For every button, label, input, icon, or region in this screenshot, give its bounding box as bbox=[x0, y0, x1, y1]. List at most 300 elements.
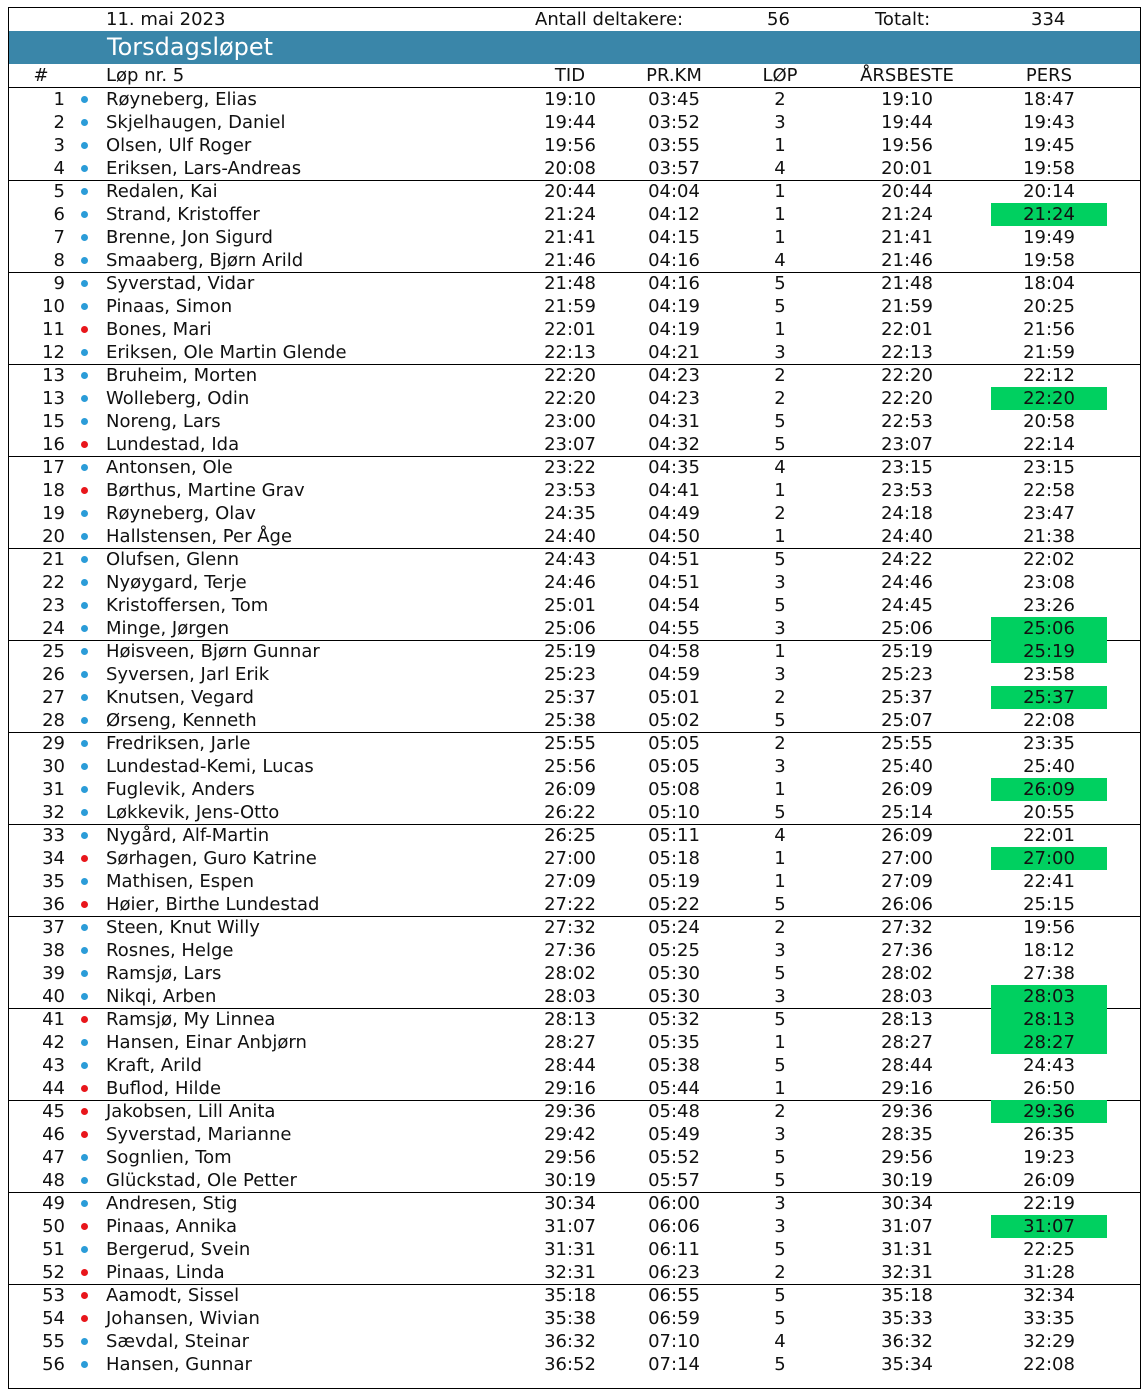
table-row bbox=[9, 479, 1140, 502]
male-dot-icon bbox=[81, 1338, 88, 1345]
table-row bbox=[9, 525, 1140, 548]
runner-name: Olsen, Ulf Roger bbox=[106, 135, 252, 156]
female-dot-icon bbox=[81, 1085, 88, 1092]
table-row bbox=[9, 180, 1140, 203]
pace-cell: 04:23 bbox=[648, 365, 700, 386]
table-row bbox=[9, 870, 1140, 893]
season-best-cell: 31:07 bbox=[881, 1216, 933, 1237]
pace-cell: 04:35 bbox=[648, 457, 700, 478]
runner-name: Steen, Knut Willy bbox=[106, 917, 260, 938]
rank-cell: 38 bbox=[42, 940, 65, 961]
personal-best-cell: 33:35 bbox=[1023, 1308, 1075, 1329]
runner-name: Høisveen, Bjørn Gunnar bbox=[106, 641, 320, 662]
pace-cell: 05:05 bbox=[648, 733, 700, 754]
pace-cell: 04:23 bbox=[648, 388, 700, 409]
personal-best-cell: 25:15 bbox=[1023, 894, 1075, 915]
table-row bbox=[9, 249, 1140, 272]
season-best-cell: 36:32 bbox=[881, 1331, 933, 1352]
personal-best-cell: 19:43 bbox=[1023, 112, 1075, 133]
season-best-cell: 28:03 bbox=[881, 986, 933, 1007]
female-dot-icon bbox=[81, 326, 88, 333]
pace-cell: 04:31 bbox=[648, 411, 700, 432]
male-dot-icon bbox=[81, 947, 88, 954]
table-row bbox=[9, 824, 1140, 847]
season-best-cell: 24:22 bbox=[881, 549, 933, 570]
personal-best-cell: 19:45 bbox=[1023, 135, 1075, 156]
male-dot-icon bbox=[81, 418, 88, 425]
rank-cell: 32 bbox=[42, 802, 65, 823]
season-best-cell: 21:41 bbox=[881, 227, 933, 248]
table-row bbox=[9, 1169, 1140, 1192]
title-bar bbox=[9, 31, 1140, 64]
table-row bbox=[9, 364, 1140, 387]
table-row bbox=[9, 847, 1140, 870]
races-count-cell: 1 bbox=[774, 135, 786, 156]
female-dot-icon bbox=[81, 1016, 88, 1023]
races-count-cell: 3 bbox=[774, 112, 786, 133]
races-count-cell: 5 bbox=[774, 802, 786, 823]
table-row bbox=[9, 778, 1140, 801]
pace-cell: 04:21 bbox=[648, 342, 700, 363]
season-best-cell: 24:40 bbox=[881, 526, 933, 547]
pace-cell: 05:08 bbox=[648, 779, 700, 800]
runner-name: Ørseng, Kenneth bbox=[106, 710, 257, 731]
personal-best-cell: 20:25 bbox=[1023, 296, 1075, 317]
season-best-cell: 35:33 bbox=[881, 1308, 933, 1329]
season-best-cell: 30:19 bbox=[881, 1170, 933, 1191]
pace-cell: 04:41 bbox=[648, 480, 700, 501]
rank-cell: 28 bbox=[42, 710, 65, 731]
female-dot-icon bbox=[81, 855, 88, 862]
rank-cell: 2 bbox=[53, 112, 65, 133]
races-count-cell: 5 bbox=[774, 434, 786, 455]
season-best-cell: 21:24 bbox=[881, 204, 933, 225]
season-best-cell: 29:36 bbox=[881, 1101, 933, 1122]
rank-cell: 1 bbox=[53, 89, 65, 110]
table-row bbox=[9, 111, 1140, 134]
col-tid-header: TID bbox=[554, 65, 586, 86]
season-best-cell: 19:56 bbox=[881, 135, 933, 156]
personal-best-cell: 22:02 bbox=[1023, 549, 1075, 570]
table-row bbox=[9, 985, 1140, 1008]
table-row bbox=[9, 387, 1140, 410]
runner-name: Eriksen, Ole Martin Glende bbox=[106, 342, 347, 363]
season-best-cell: 28:02 bbox=[881, 963, 933, 984]
male-dot-icon bbox=[81, 579, 88, 586]
time-cell: 24:46 bbox=[544, 572, 596, 593]
rank-cell: 26 bbox=[42, 664, 65, 685]
pace-cell: 04:15 bbox=[648, 227, 700, 248]
time-cell: 26:09 bbox=[544, 779, 596, 800]
table-row bbox=[9, 571, 1140, 594]
runner-name: Glückstad, Ole Petter bbox=[106, 1170, 297, 1191]
rank-cell: 19 bbox=[42, 503, 65, 524]
races-count-cell: 5 bbox=[774, 595, 786, 616]
season-best-cell: 30:34 bbox=[881, 1193, 933, 1214]
results-sheet bbox=[8, 7, 1141, 1389]
personal-best-cell: 18:12 bbox=[1023, 940, 1075, 961]
male-dot-icon bbox=[81, 165, 88, 172]
personal-best-cell: 22:58 bbox=[1023, 480, 1075, 501]
personal-best-cell: 23:35 bbox=[1023, 733, 1075, 754]
table-row bbox=[9, 226, 1140, 249]
rank-cell: 51 bbox=[42, 1239, 65, 1260]
runner-name: Nygård, Alf-Martin bbox=[106, 825, 270, 846]
pace-cell: 04:16 bbox=[648, 250, 700, 271]
time-cell: 25:38 bbox=[544, 710, 596, 731]
runner-name: Fuglevik, Anders bbox=[106, 779, 255, 800]
time-cell: 25:55 bbox=[544, 733, 596, 754]
personal-best-cell: 31:07 bbox=[991, 1215, 1107, 1238]
pace-cell: 05:30 bbox=[648, 963, 700, 984]
time-cell: 24:40 bbox=[544, 526, 596, 547]
time-cell: 27:36 bbox=[544, 940, 596, 961]
personal-best-cell: 22:08 bbox=[1023, 710, 1075, 731]
table-row bbox=[9, 801, 1140, 824]
rank-cell: 30 bbox=[42, 756, 65, 777]
table-row bbox=[9, 916, 1140, 939]
season-best-cell: 21:59 bbox=[881, 296, 933, 317]
personal-best-cell: 23:47 bbox=[1023, 503, 1075, 524]
races-count-cell: 5 bbox=[774, 1170, 786, 1191]
races-count-cell: 3 bbox=[774, 1124, 786, 1145]
races-count-cell: 5 bbox=[774, 411, 786, 432]
male-dot-icon bbox=[81, 1062, 88, 1069]
personal-best-cell: 23:58 bbox=[1023, 664, 1075, 685]
table-row bbox=[9, 709, 1140, 732]
runner-name: Bergerud, Svein bbox=[106, 1239, 251, 1260]
races-count-cell: 3 bbox=[774, 1193, 786, 1214]
races-count-cell: 3 bbox=[774, 940, 786, 961]
runner-name: Hansen, Einar Anbjørn bbox=[106, 1032, 307, 1053]
personal-best-cell: 22:14 bbox=[1023, 434, 1075, 455]
female-dot-icon bbox=[81, 1315, 88, 1322]
time-cell: 22:20 bbox=[544, 388, 596, 409]
pace-cell: 04:54 bbox=[648, 595, 700, 616]
season-best-cell: 26:09 bbox=[881, 825, 933, 846]
time-cell: 23:07 bbox=[544, 434, 596, 455]
runner-name: Brenne, Jon Sigurd bbox=[106, 227, 273, 248]
races-count-cell: 1 bbox=[774, 319, 786, 340]
time-cell: 29:16 bbox=[544, 1078, 596, 1099]
races-count-cell: 2 bbox=[774, 733, 786, 754]
male-dot-icon bbox=[81, 464, 88, 471]
male-dot-icon bbox=[81, 602, 88, 609]
male-dot-icon bbox=[81, 119, 88, 126]
races-count-cell: 5 bbox=[774, 1308, 786, 1329]
personal-best-cell: 25:37 bbox=[991, 686, 1107, 709]
season-best-cell: 25:37 bbox=[881, 687, 933, 708]
runner-name: Syverstad, Vidar bbox=[106, 273, 255, 294]
pace-cell: 03:57 bbox=[648, 158, 700, 179]
table-row bbox=[9, 548, 1140, 571]
personal-best-cell: 25:40 bbox=[1023, 756, 1075, 777]
rank-cell: 42 bbox=[42, 1032, 65, 1053]
table-row bbox=[9, 272, 1140, 295]
table-row bbox=[9, 410, 1140, 433]
participants-count: 56 bbox=[767, 9, 790, 30]
runner-name: Aamodt, Sissel bbox=[106, 1285, 240, 1306]
races-count-cell: 1 bbox=[774, 641, 786, 662]
pace-cell: 05:57 bbox=[648, 1170, 700, 1191]
season-best-cell: 22:53 bbox=[881, 411, 933, 432]
races-count-cell: 1 bbox=[774, 204, 786, 225]
runner-name: Nikqi, Arben bbox=[106, 986, 217, 1007]
male-dot-icon bbox=[81, 349, 88, 356]
season-best-cell: 25:06 bbox=[881, 618, 933, 639]
runner-name: Løkkevik, Jens-Otto bbox=[106, 802, 280, 823]
races-count-cell: 5 bbox=[774, 1239, 786, 1260]
pace-cell: 04:12 bbox=[648, 204, 700, 225]
table-row bbox=[9, 1307, 1140, 1330]
races-count-cell: 2 bbox=[774, 503, 786, 524]
season-best-cell: 25:40 bbox=[881, 756, 933, 777]
season-best-cell: 19:44 bbox=[881, 112, 933, 133]
rank-cell: 29 bbox=[42, 733, 65, 754]
table-row bbox=[9, 1146, 1140, 1169]
runner-name: Hallstensen, Per Åge bbox=[106, 526, 293, 547]
time-cell: 35:18 bbox=[544, 1285, 596, 1306]
table-row bbox=[9, 617, 1140, 640]
runner-name: Fredriksen, Jarle bbox=[106, 733, 251, 754]
runner-name: Hansen, Gunnar bbox=[106, 1354, 252, 1375]
runner-name: Minge, Jørgen bbox=[106, 618, 230, 639]
runner-name: Smaaberg, Bjørn Arild bbox=[106, 250, 304, 271]
pace-cell: 06:23 bbox=[648, 1262, 700, 1283]
male-dot-icon bbox=[81, 1154, 88, 1161]
season-best-cell: 27:00 bbox=[881, 848, 933, 869]
male-dot-icon bbox=[81, 96, 88, 103]
season-best-cell: 35:34 bbox=[881, 1354, 933, 1375]
rank-cell: 45 bbox=[42, 1101, 65, 1122]
personal-best-cell: 26:50 bbox=[1023, 1078, 1075, 1099]
runner-name: Sørhagen, Guro Katrine bbox=[106, 848, 317, 869]
table-row bbox=[9, 640, 1140, 663]
races-count-cell: 5 bbox=[774, 1009, 786, 1030]
pace-cell: 03:55 bbox=[648, 135, 700, 156]
runner-name: Redalen, Kai bbox=[106, 181, 218, 202]
pace-cell: 05:35 bbox=[648, 1032, 700, 1053]
season-best-cell: 21:48 bbox=[881, 273, 933, 294]
table-row bbox=[9, 732, 1140, 755]
female-dot-icon bbox=[81, 487, 88, 494]
runner-name: Skjelhaugen, Daniel bbox=[106, 112, 286, 133]
table-row bbox=[9, 318, 1140, 341]
page-title: Torsdagsløpet bbox=[107, 33, 274, 61]
season-best-cell: 25:14 bbox=[881, 802, 933, 823]
male-dot-icon bbox=[81, 142, 88, 149]
runner-name: Noreng, Lars bbox=[106, 411, 221, 432]
races-count-cell: 1 bbox=[774, 227, 786, 248]
runner-name: Buflod, Hilde bbox=[106, 1078, 222, 1099]
season-best-cell: 24:45 bbox=[881, 595, 933, 616]
time-cell: 29:42 bbox=[544, 1124, 596, 1145]
male-dot-icon bbox=[81, 970, 88, 977]
time-cell: 22:20 bbox=[544, 365, 596, 386]
rank-cell: 34 bbox=[42, 848, 65, 869]
runner-name: Knutsen, Vegard bbox=[106, 687, 254, 708]
personal-best-cell: 20:14 bbox=[1023, 181, 1075, 202]
pace-cell: 05:19 bbox=[648, 871, 700, 892]
personal-best-cell: 22:19 bbox=[1023, 1193, 1075, 1214]
pace-cell: 05:48 bbox=[648, 1101, 700, 1122]
personal-best-cell: 22:01 bbox=[1023, 825, 1075, 846]
time-cell: 28:13 bbox=[544, 1009, 596, 1030]
season-best-cell: 20:44 bbox=[881, 181, 933, 202]
races-count-cell: 1 bbox=[774, 1078, 786, 1099]
races-count-cell: 5 bbox=[774, 1147, 786, 1168]
personal-best-cell: 22:20 bbox=[991, 387, 1107, 410]
races-count-cell: 5 bbox=[774, 1055, 786, 1076]
season-best-cell: 27:32 bbox=[881, 917, 933, 938]
season-best-cell: 24:46 bbox=[881, 572, 933, 593]
rank-cell: 33 bbox=[42, 825, 65, 846]
pace-cell: 05:11 bbox=[648, 825, 700, 846]
pace-cell: 05:01 bbox=[648, 687, 700, 708]
races-count-cell: 5 bbox=[774, 296, 786, 317]
races-count-cell: 2 bbox=[774, 89, 786, 110]
pace-cell: 05:44 bbox=[648, 1078, 700, 1099]
runner-name: Nyøygard, Terje bbox=[106, 572, 247, 593]
rank-cell: 52 bbox=[42, 1262, 65, 1283]
season-best-cell: 27:36 bbox=[881, 940, 933, 961]
personal-best-cell: 22:41 bbox=[1023, 871, 1075, 892]
male-dot-icon bbox=[81, 234, 88, 241]
rank-cell: 55 bbox=[42, 1331, 65, 1352]
pace-cell: 06:59 bbox=[648, 1308, 700, 1329]
rank-cell: 40 bbox=[42, 986, 65, 1007]
races-count-cell: 1 bbox=[774, 1032, 786, 1053]
participants-label: Antall deltakere: bbox=[535, 9, 684, 30]
rank-cell: 23 bbox=[42, 595, 65, 616]
rank-cell: 56 bbox=[42, 1354, 65, 1375]
time-cell: 25:01 bbox=[544, 595, 596, 616]
time-cell: 28:03 bbox=[544, 986, 596, 1007]
season-best-cell: 28:13 bbox=[881, 1009, 933, 1030]
rank-cell: 54 bbox=[42, 1308, 65, 1329]
table-row bbox=[9, 433, 1140, 456]
pace-cell: 05:49 bbox=[648, 1124, 700, 1145]
time-cell: 30:19 bbox=[544, 1170, 596, 1191]
personal-best-cell: 27:38 bbox=[1023, 963, 1075, 984]
rank-cell: 13 bbox=[42, 365, 65, 386]
time-cell: 22:13 bbox=[544, 342, 596, 363]
season-best-cell: 21:46 bbox=[881, 250, 933, 271]
runner-name: Rosnes, Helge bbox=[106, 940, 234, 961]
table-row bbox=[9, 663, 1140, 686]
time-cell: 21:46 bbox=[544, 250, 596, 271]
table-row bbox=[9, 1008, 1140, 1031]
personal-best-cell: 28:27 bbox=[991, 1031, 1107, 1054]
pace-cell: 04:58 bbox=[648, 641, 700, 662]
personal-best-cell: 23:08 bbox=[1023, 572, 1075, 593]
runner-name: Sognlien, Tom bbox=[106, 1147, 232, 1168]
table-row bbox=[9, 1100, 1140, 1123]
pace-cell: 05:24 bbox=[648, 917, 700, 938]
rank-cell: 44 bbox=[42, 1078, 65, 1099]
time-cell: 20:08 bbox=[544, 158, 596, 179]
races-count-cell: 5 bbox=[774, 273, 786, 294]
male-dot-icon bbox=[81, 280, 88, 287]
season-best-cell: 24:18 bbox=[881, 503, 933, 524]
table-row bbox=[9, 594, 1140, 617]
season-best-cell: 31:31 bbox=[881, 1239, 933, 1260]
runner-name: Kraft, Arild bbox=[106, 1055, 202, 1076]
table-row bbox=[9, 157, 1140, 180]
time-cell: 26:25 bbox=[544, 825, 596, 846]
rank-cell: 17 bbox=[42, 457, 65, 478]
runner-name: Sævdal, Steinar bbox=[106, 1331, 250, 1352]
runner-name: Strand, Kristoffer bbox=[106, 204, 260, 225]
male-dot-icon bbox=[81, 832, 88, 839]
personal-best-cell: 21:38 bbox=[1023, 526, 1075, 547]
time-cell: 25:37 bbox=[544, 687, 596, 708]
personal-best-cell: 28:13 bbox=[991, 1008, 1107, 1031]
season-best-cell: 25:19 bbox=[881, 641, 933, 662]
male-dot-icon bbox=[81, 993, 88, 1000]
time-cell: 30:34 bbox=[544, 1193, 596, 1214]
male-dot-icon bbox=[81, 211, 88, 218]
personal-best-cell: 19:58 bbox=[1023, 250, 1075, 271]
time-cell: 20:44 bbox=[544, 181, 596, 202]
female-dot-icon bbox=[81, 1223, 88, 1230]
pace-cell: 04:51 bbox=[648, 549, 700, 570]
personal-best-cell: 20:55 bbox=[1023, 802, 1075, 823]
personal-best-cell: 21:56 bbox=[1023, 319, 1075, 340]
rank-cell: 9 bbox=[53, 273, 65, 294]
season-best-cell: 22:01 bbox=[881, 319, 933, 340]
female-dot-icon bbox=[81, 1131, 88, 1138]
races-count-cell: 4 bbox=[774, 1331, 786, 1352]
personal-best-cell: 18:47 bbox=[1023, 89, 1075, 110]
races-count-cell: 1 bbox=[774, 779, 786, 800]
male-dot-icon bbox=[81, 878, 88, 885]
pace-cell: 06:11 bbox=[648, 1239, 700, 1260]
races-count-cell: 4 bbox=[774, 250, 786, 271]
races-count-cell: 4 bbox=[774, 158, 786, 179]
season-best-cell: 25:55 bbox=[881, 733, 933, 754]
rank-cell: 15 bbox=[42, 411, 65, 432]
pace-cell: 05:30 bbox=[648, 986, 700, 1007]
time-cell: 28:27 bbox=[544, 1032, 596, 1053]
runner-name: Høier, Birthe Lundestad bbox=[106, 894, 320, 915]
races-count-cell: 2 bbox=[774, 365, 786, 386]
male-dot-icon bbox=[81, 1039, 88, 1046]
rank-cell: 20 bbox=[42, 526, 65, 547]
male-dot-icon bbox=[81, 556, 88, 563]
time-cell: 25:19 bbox=[544, 641, 596, 662]
races-count-cell: 3 bbox=[774, 986, 786, 1007]
female-dot-icon bbox=[81, 1108, 88, 1115]
male-dot-icon bbox=[81, 671, 88, 678]
table-row bbox=[9, 686, 1140, 709]
time-cell: 21:59 bbox=[544, 296, 596, 317]
runner-name: Olufsen, Glenn bbox=[106, 549, 240, 570]
races-count-cell: 5 bbox=[774, 710, 786, 731]
time-cell: 21:41 bbox=[544, 227, 596, 248]
season-best-cell: 25:23 bbox=[881, 664, 933, 685]
personal-best-cell: 32:29 bbox=[1023, 1331, 1075, 1352]
races-count-cell: 1 bbox=[774, 480, 786, 501]
table-row bbox=[9, 1031, 1140, 1054]
pace-cell: 04:32 bbox=[648, 434, 700, 455]
rank-cell: 48 bbox=[42, 1170, 65, 1191]
pace-cell: 03:52 bbox=[648, 112, 700, 133]
rank-cell: 24 bbox=[42, 618, 65, 639]
personal-best-cell: 32:34 bbox=[1023, 1285, 1075, 1306]
time-cell: 35:38 bbox=[544, 1308, 596, 1329]
time-cell: 24:43 bbox=[544, 549, 596, 570]
